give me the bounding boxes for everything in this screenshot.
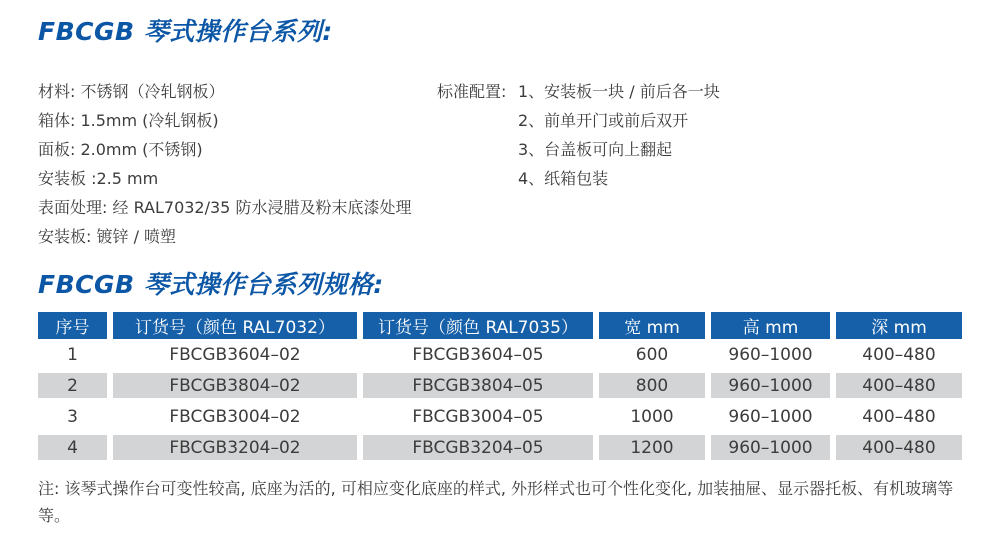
config-item-1: 1、安装板一块 / 前后各一块	[518, 82, 720, 101]
cell-index: 1	[38, 339, 113, 370]
spec-table	[38, 312, 962, 463]
cell-order-ral7032: FBCGB3804–02	[113, 370, 363, 401]
spec-line-mounting-plate-finish: 安装板: 镀锌 / 喷塑	[38, 227, 177, 246]
config-row-1	[437, 77, 962, 106]
footnote: 注: 该琴式操作台可变性较高, 底座为活的, 可相应变化底座的样式, 外形样式也可个性化变化, 加装抽屉、显示器托板、有机玻璃等等。	[38, 479, 954, 525]
spec-table-title: FBCGB 琴式操作台系列规格:	[38, 270, 384, 299]
cell-order-ral7032: FBCGB3204–02	[113, 432, 363, 463]
header-depth: 深 mm	[836, 312, 962, 339]
cell-order-ral7035: FBCGB3204–05	[363, 432, 599, 463]
header-height: 高 mm	[711, 312, 836, 339]
config-item-3: 3、台盖板可向上翻起	[518, 140, 673, 159]
catalog-page	[0, 18, 1000, 529]
series-title: FBCGB 琴式操作台系列:	[38, 17, 333, 46]
cell-height: 960–1000	[711, 370, 836, 401]
config-item-4: 4、纸箱包装	[518, 169, 609, 188]
cell-height: 960–1000	[711, 432, 836, 463]
cell-depth: 400–480	[836, 339, 962, 370]
table-row	[38, 432, 962, 463]
spec-line-surface-treatment: 表面处理: 经 RAL7032/35 防水浸腊及粉末底漆处理	[38, 198, 412, 217]
specs-section	[38, 77, 962, 251]
spec-line-material: 材料: 不锈钢（冷轧钢板）	[38, 82, 225, 101]
table-row	[38, 339, 962, 370]
cell-width: 1000	[599, 401, 711, 432]
spec-line-body: 箱体: 1.5mm (冷轧钢板)	[38, 111, 219, 130]
cell-index: 4	[38, 432, 113, 463]
cell-order-ral7035: FBCGB3604–05	[363, 339, 599, 370]
cell-index: 3	[38, 401, 113, 432]
cell-order-ral7035: FBCGB3804–05	[363, 370, 599, 401]
cell-index: 2	[38, 370, 113, 401]
table-header-row	[38, 312, 962, 339]
spec-line-mounting-plate: 安装板 :2.5 mm	[38, 169, 159, 188]
spec-line-panel: 面板: 2.0mm (不锈钢)	[38, 140, 203, 159]
cell-depth: 400–480	[836, 370, 962, 401]
config-item-2: 2、前单开门或前后双开	[518, 111, 689, 130]
cell-order-ral7032: FBCGB3004–02	[113, 401, 363, 432]
cell-order-ral7035: FBCGB3004–05	[363, 401, 599, 432]
table-row	[38, 370, 962, 401]
cell-depth: 400–480	[836, 401, 962, 432]
header-index: 序号	[38, 312, 113, 339]
header-order-ral7032: 订货号（颜色 RAL7032）	[113, 312, 363, 339]
cell-width: 1200	[599, 432, 711, 463]
cell-height: 960–1000	[711, 339, 836, 370]
table-row	[38, 401, 962, 432]
header-order-ral7035: 订货号（颜色 RAL7035）	[363, 312, 599, 339]
material-specs	[38, 77, 437, 251]
cell-depth: 400–480	[836, 432, 962, 463]
cell-width: 800	[599, 370, 711, 401]
cell-height: 960–1000	[711, 401, 836, 432]
cell-order-ral7032: FBCGB3604–02	[113, 339, 363, 370]
header-width: 宽 mm	[599, 312, 711, 339]
cell-width: 600	[599, 339, 711, 370]
standard-config	[437, 77, 962, 251]
config-label: 标准配置:	[437, 82, 507, 101]
